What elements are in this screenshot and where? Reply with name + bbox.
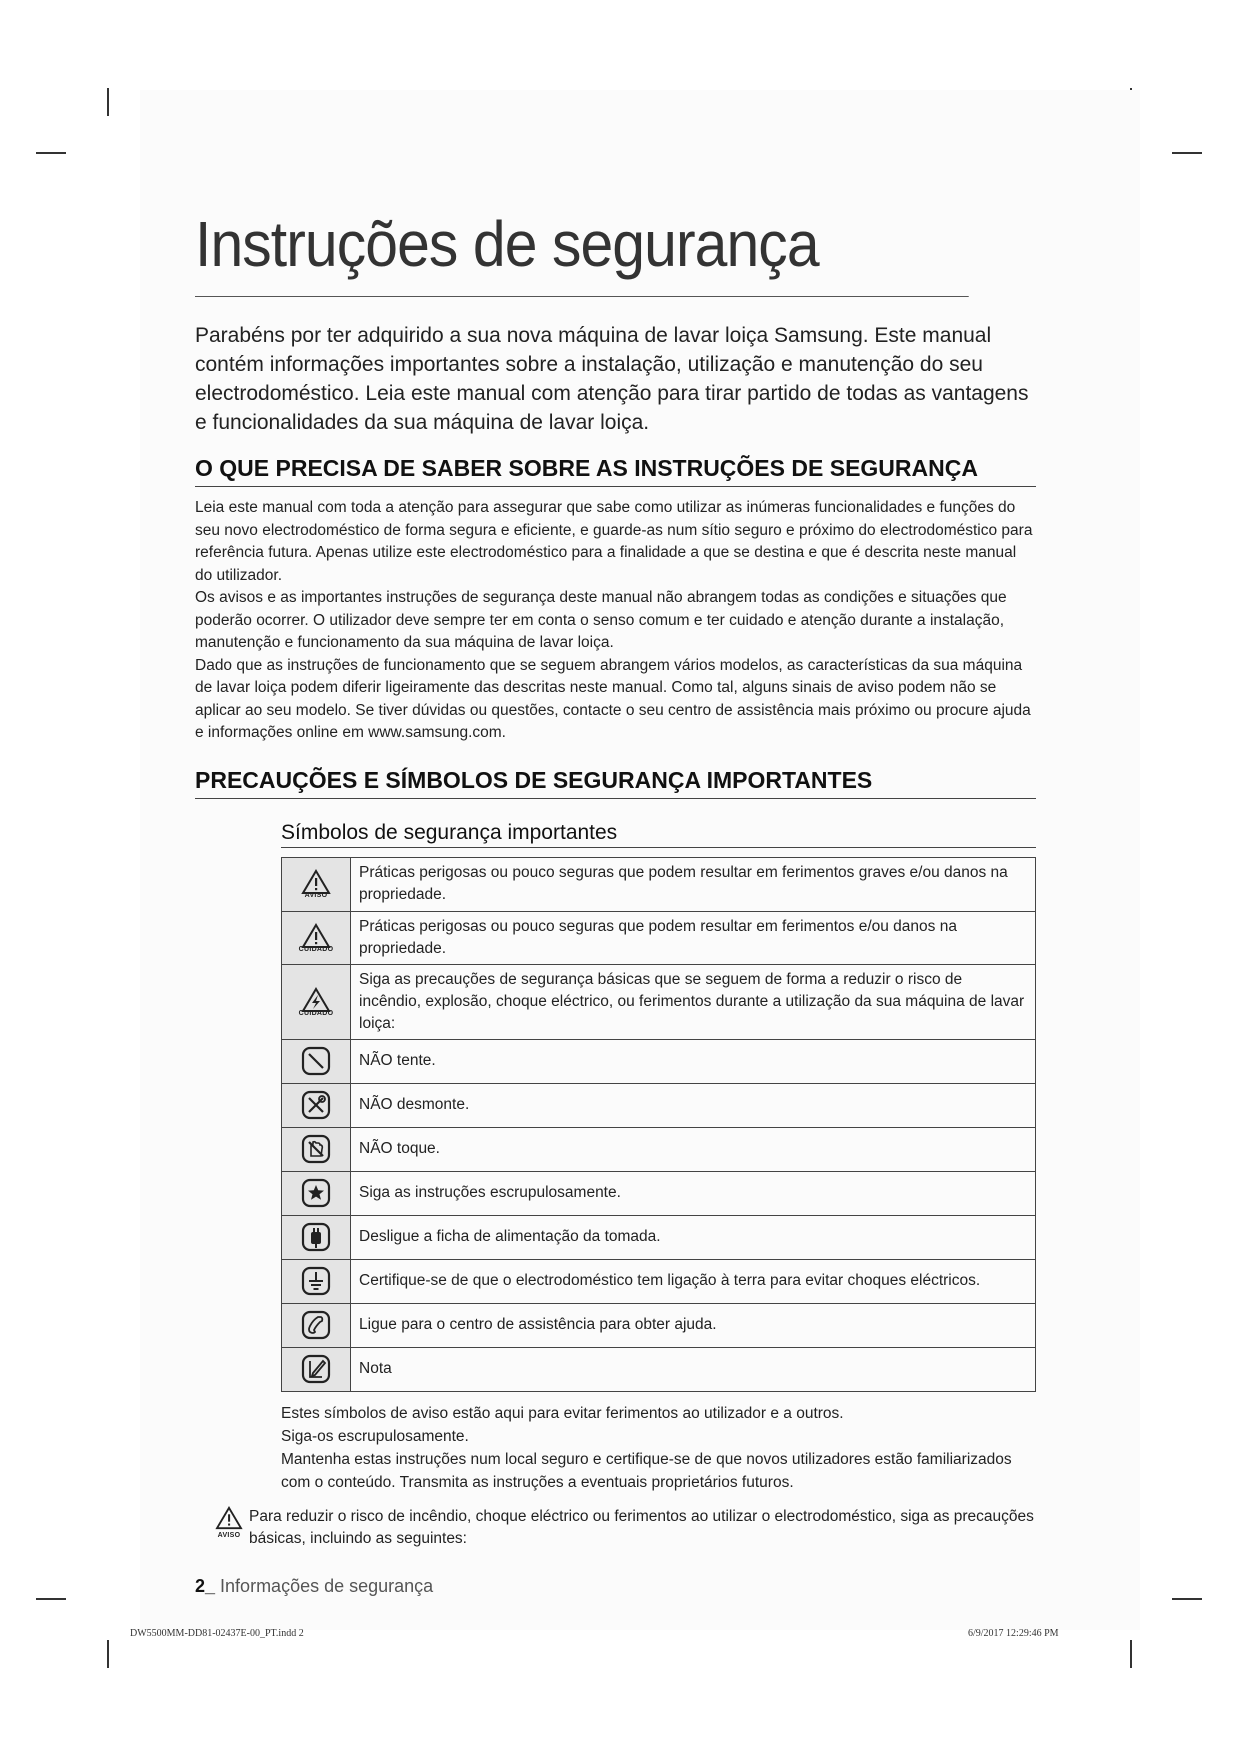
symbol-description: Práticas perigosas ou pouco seguras que podem resultar em ferimentos graves e/ou danos na propriedade. [351, 857, 1036, 911]
symbol-description: Ligue para o centro de assistência para obter ajuda. [351, 1303, 1036, 1347]
symbol-label: CUIDADO [298, 1009, 334, 1017]
print-timestamp: 6/9/2017 12:29:46 PM [968, 1628, 1059, 1639]
page-number: 2_ [195, 1575, 216, 1596]
symbol-description: Siga as instruções escrupulosamente. [351, 1171, 1036, 1215]
symbol-notes [281, 1402, 1036, 1494]
symbol-cell [282, 1083, 351, 1127]
print-file-info: DW5500MM-DD81-02437E-00_PT.indd 2 [130, 1628, 304, 1639]
table-row [282, 1215, 1036, 1259]
subheading-symbols: Símbolos de segurança importantes [281, 821, 1036, 848]
symbol-cell [282, 1039, 351, 1083]
symbol-description: Desligue a ficha de alimentação da tomada. [351, 1215, 1036, 1259]
safety-symbols-table [281, 857, 1036, 1392]
table-row [282, 1303, 1036, 1347]
do-not-attempt-icon [301, 1046, 331, 1076]
symbol-description: NÃO tente. [351, 1039, 1036, 1083]
warning-symbol [215, 1506, 243, 1539]
table-row [282, 911, 1036, 964]
ground-icon [301, 1266, 331, 1296]
page-title: Instruções de segurança [195, 210, 969, 297]
intro-paragraph: Parabéns por ter adquirido a sua nova máquina de lavar loiça Samsung. Este manual contém informações importantes sobre a instalação, utilização e manutenção do seu electrodoméstico. Leia este manual com atenção para tirar partido de todas as vantagens e funcionalidades da sua máquina de lavar loiça. [195, 324, 1029, 434]
symbol-cell [282, 911, 351, 964]
safety-info-paragraph-2: Os avisos e as importantes instruções de segurança deste manual não abrangem todas as condições e situações que poderão ocorrer. O utilizador deve sempre ter em conta o senso comum e ter cuidado e atenção durante a instalação, manutenção e funcionamento da sua máquina de lavar loiça. [195, 589, 1007, 651]
footer-section: Informações de segurança [220, 1575, 434, 1596]
note-line: Mantenha estas instruções num local seguro e certifique-se de que novos utilizadores estão familiarizados com o conteúdo. Transmita as instruções a eventuais proprietários futuros. [281, 1450, 1012, 1491]
table-row [282, 1347, 1036, 1391]
warning-text: Para reduzir o risco de incêndio, choque eléctrico ou ferimentos ao utilizar o electrodoméstico, siga as precauções básicas, incluindo as seguintes: [249, 1507, 1034, 1547]
symbol-description: Práticas perigosas ou pouco seguras que podem resultar em ferimentos e/ou danos na propriedade. [351, 911, 1036, 964]
section-heading-safety-info: O QUE PRECISA DE SABER SOBRE AS INSTRUÇÕES DE SEGURANÇA [195, 455, 1036, 487]
table-row [282, 964, 1036, 1039]
symbol-label: AVISO [304, 892, 328, 899]
table-row [282, 1127, 1036, 1171]
safety-info-paragraph-1: Leia este manual com toda a atenção para assegurar que sabe como utilizar as inúmeras funcionalidades e funções do seu novo electrodoméstico de forma segura e eficiente, e guarde-as num sítio seguro e próximo do electrodoméstico para referência futura. Apenas utilize este electrodoméstico para a finalidade a que se destina e que é descrita neste manual do utilizador. [195, 499, 1033, 584]
table-row [282, 1083, 1036, 1127]
symbol-label: AVISO [217, 1531, 241, 1539]
symbol-description: Certifique-se de que o electrodoméstico tem ligação à terra para evitar choques eléctricos. [351, 1259, 1036, 1303]
note-icon [301, 1354, 331, 1384]
symbol-description: Siga as precauções de segurança básicas que se seguem de forma a reduzir o risco de incêndio, explosão, choque eléctrico, ou ferimentos durante a utilização da sua máquina de lavar loiça: [351, 964, 1036, 1039]
symbol-description: NÃO toque. [351, 1127, 1036, 1171]
do-not-disassemble-icon [301, 1090, 331, 1120]
warning-triangle-icon [215, 1506, 243, 1530]
symbol-cell [282, 1215, 351, 1259]
symbol-cell [282, 1171, 351, 1215]
symbol-label: CUIDADO [298, 945, 334, 953]
symbol-cell [282, 857, 351, 911]
page-footer [195, 1576, 1036, 1597]
follow-instructions-icon [301, 1178, 331, 1208]
symbol-cell [282, 1347, 351, 1391]
symbol-cell [282, 1303, 351, 1347]
note-line: Siga-os escrupulosamente. [281, 1427, 469, 1445]
table-row [282, 1039, 1036, 1083]
warning-note [215, 1506, 1036, 1550]
symbol-description: Nota [351, 1347, 1036, 1391]
page-content [195, 210, 1036, 1597]
table-row [282, 1259, 1036, 1303]
safety-info-paragraph-3: Dado que as instruções de funcionamento que se seguem abrangem vários modelos, as características da sua máquina de lavar loiça podem diferir ligeiramente das descritas neste manual. Como tal, alguns sinais de aviso podem não se aplicar ao seu modelo. Se tiver dúvidas ou questões, contacte o seu centro de assistência mais próximo ou procure ajuda e informações online em www.samsung.com. [195, 656, 1031, 741]
table-row [282, 1171, 1036, 1215]
table-row [282, 857, 1036, 911]
section-heading-precautions: PRECAUÇÕES E SÍMBOLOS DE SEGURANÇA IMPORTANTES [195, 767, 1036, 799]
phone-icon [301, 1310, 331, 1340]
symbol-cell [282, 1127, 351, 1171]
do-not-touch-icon [301, 1134, 331, 1164]
symbol-description: NÃO desmonte. [351, 1083, 1036, 1127]
note-line: Estes símbolos de aviso estão aqui para evitar ferimentos ao utilizador e a outros. [281, 1404, 844, 1422]
symbol-cell [282, 964, 351, 1039]
symbol-cell [282, 1259, 351, 1303]
unplug-icon [301, 1222, 331, 1252]
